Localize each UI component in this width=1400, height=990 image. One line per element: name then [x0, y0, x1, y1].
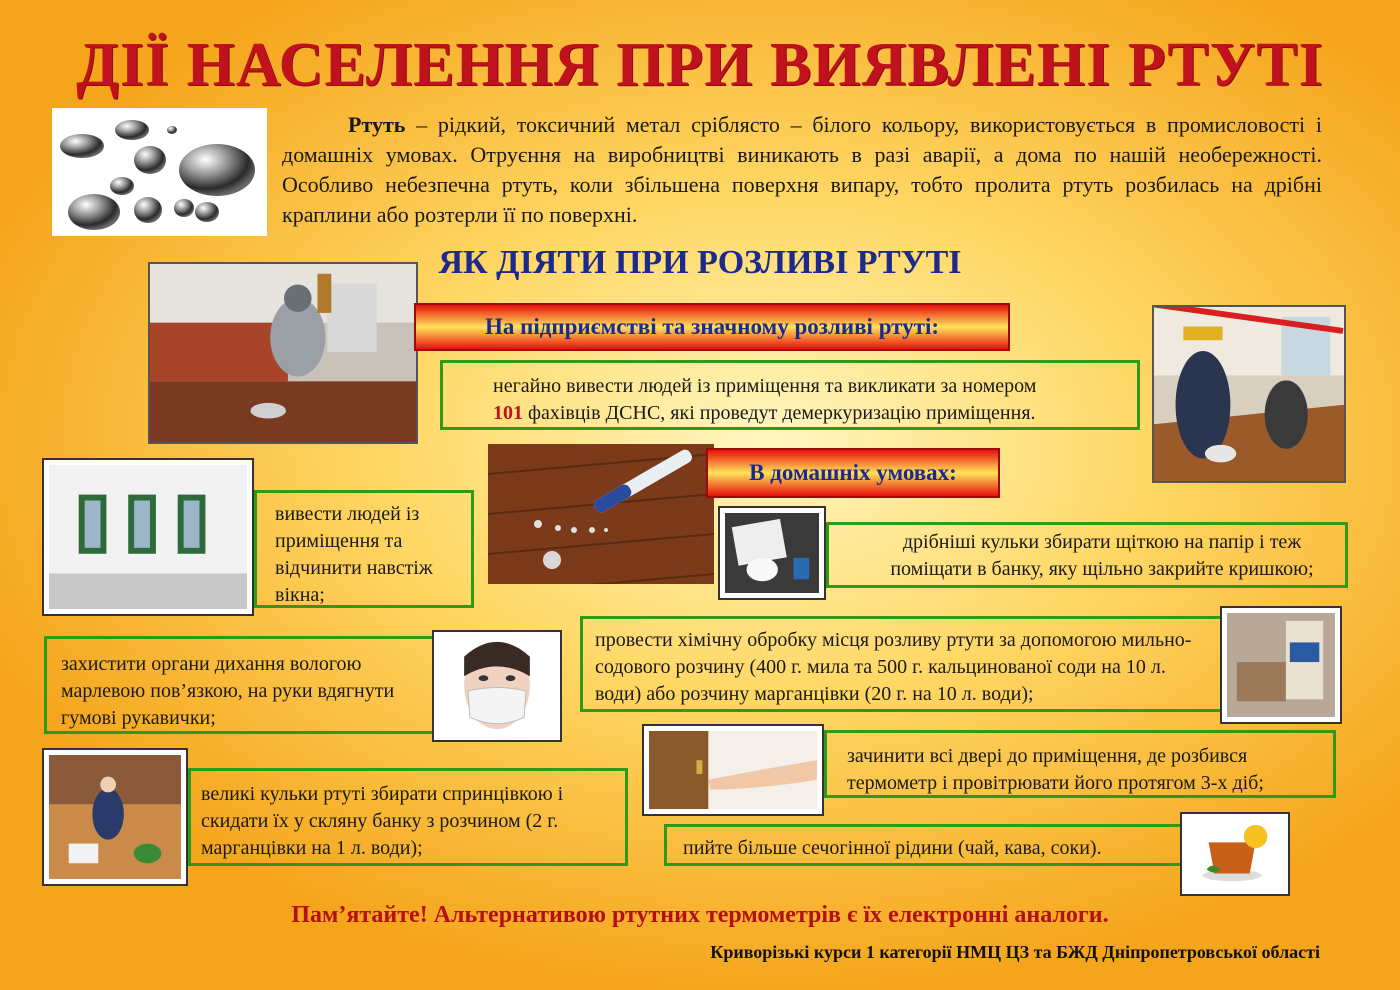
intro-term: Ртуть — [348, 112, 406, 137]
mercury-drops-image — [52, 108, 267, 236]
step-drink-box — [664, 824, 1184, 866]
closing-door-photo — [642, 724, 824, 816]
gauze-mask-photo — [432, 630, 562, 742]
step-chemical-text: провести хімічну обробку місця розливу ртути за допомогою мильно-содового розчину (400 г. мила та 500 г. кальцинованої соди на 10 л. води) або розчину марганцівки (20 г. на 10 л. води); — [595, 629, 1192, 705]
protective-suit-photo — [148, 262, 418, 444]
step-door-box — [824, 730, 1336, 798]
step-ventilate-text: вивести людей із приміщення та відчинити навстіж вікна; — [275, 503, 433, 606]
credit-text: Криворізькі курси 1 категорії НМЦ ЦЗ та БЖД Дніпропетровської області — [710, 942, 1320, 962]
home-heading: В домашніх умовах: — [706, 448, 1000, 498]
enterprise-instruction-box — [440, 360, 1140, 430]
rescuers-photo — [1152, 305, 1346, 483]
collecting-mercury-photo — [42, 748, 188, 886]
step-drink-text: пийте більше сечогінної рідини (чай, кава, соки). — [683, 837, 1102, 859]
step-syringe-text: великі кульки ртуті збирати спринцівкою і скидати їх у скляну банку з розчином (2 г. марганцівки на 1 л. води); — [201, 783, 564, 859]
section-subtitle: ЯК ДІЯТИ ПРИ РОЗЛИВІ РТУТІ — [438, 244, 962, 281]
page-title: ДІЇ НАСЕЛЕННЯ ПРИ ВИЯВЛЕНІ РТУТІ — [76, 31, 1324, 99]
open-windows-photo — [42, 458, 254, 616]
step-door-text: зачинити всі двері до приміщення, де розбився термометр і провітрювати його протягом 3-х діб; — [847, 745, 1264, 794]
step-syringe-box — [188, 768, 628, 866]
step-brush-box — [826, 522, 1348, 588]
reminder-text: Пам’ятайте! Альтернативою ртутних термометрів є їх електронні аналоги. — [291, 902, 1109, 928]
step-chemical-box — [580, 616, 1226, 712]
step-ventilate-box — [254, 490, 474, 608]
soap-soda-photo — [1220, 606, 1342, 724]
tea-cup-photo — [1180, 812, 1290, 896]
broken-thermometer-photo — [488, 444, 714, 584]
intro-text: – рідкий, токсичний метал сріблясто – білого кольору, використовується в промисловості і домашніх умовах. Отруєння на виробництві виникають в разі аварії, а дома по нашій необережності. Особливо небезпечна ртуть, коли збільшена поверхня випару, тобто пролита ртуть розбилась на дрібні краплини або розтерли її по поверхні. — [282, 112, 1322, 227]
step-brush-text: дрібніші кульки збирати щіткою на папір і теж поміщати в банку, яку щільно закрийте кришкою; — [890, 531, 1314, 580]
enterprise-text-line1: негайно вивести людей із приміщення та викликати за номером — [493, 375, 1037, 397]
enterprise-text-line2: фахівців ДСНС, які проведут демеркуризацію приміщення. — [523, 402, 1036, 424]
brush-collect-photo — [718, 506, 826, 600]
step-mask-text: захистити органи дихання вологою марлевою пов’язкою, на руки вдягнути гумові рукавички; — [61, 653, 395, 729]
emergency-number: 101 — [493, 402, 523, 424]
step-mask-box — [44, 636, 436, 734]
intro-paragraph — [282, 110, 1322, 230]
enterprise-heading: На підприємстві та значному розливі ртуті: — [414, 303, 1010, 351]
